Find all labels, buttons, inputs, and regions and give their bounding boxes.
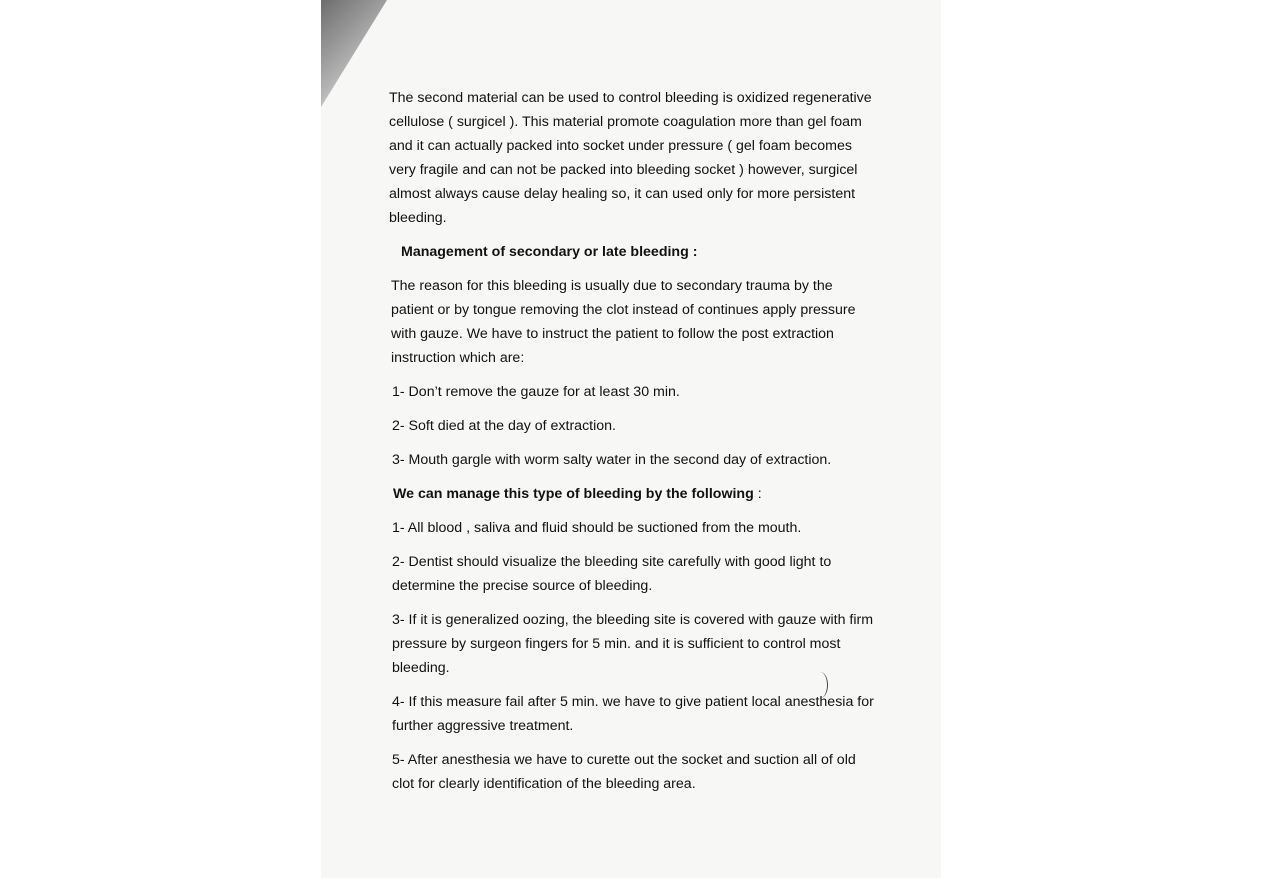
subheading-text: We can manage this type of bleeding by the following bbox=[393, 486, 754, 502]
step-item: 2- Dentist should visualize the bleeding site carefully with good light to determine the precise source of bleeding. bbox=[392, 554, 832, 594]
step-item: 1- All blood , saliva and fluid should be suctioned from the mouth. bbox=[392, 520, 802, 536]
section-heading: Management of secondary or late bleeding : bbox=[401, 244, 698, 260]
document-body bbox=[389, 86, 879, 806]
step-item: 4- If this measure fail after 5 min. we have to give patient local anesthesia for further aggressive treatment. bbox=[392, 694, 874, 734]
instruction-item: 3- Mouth gargle with worm salty water in the second day of extraction. bbox=[392, 452, 832, 468]
management-subheading bbox=[393, 482, 879, 506]
step-item: 3- If it is generalized oozing, the bleeding site is covered with gauze with firm pressure by surgeon fingers for 5 min. and it is sufficient to control most bleeding. bbox=[392, 612, 874, 676]
reason-paragraph: The reason for this bleeding is usually due to secondary trauma by the patient or by tongue removing the clot instead of continues apply pressure with gauze. We have to instruct the patient to follow the post extraction instruction which are: bbox=[391, 278, 856, 366]
scanned-page bbox=[321, 0, 941, 878]
instruction-item: 1- Don’t remove the gauze for at least 30 min. bbox=[392, 384, 680, 400]
folded-corner-shadow bbox=[321, 0, 387, 107]
instruction-item: 2- Soft died at the day of extraction. bbox=[392, 418, 616, 434]
step-item: 5- After anesthesia we have to curette out the socket and suction all of old clot for clearly identification of the bleeding area. bbox=[392, 752, 856, 792]
subheading-colon: : bbox=[753, 486, 762, 502]
intro-paragraph: The second material can be used to control bleeding is oxidized regenerative cellulose ( surgicel ). This material promote coagulation more than gel foam and it can actually packed into socket under pressure ( gel foam becomes very fragile and can not be packed into bleeding socket ) however, surgicel almost always cause delay healing so, it can used only for more persistent bleeding. bbox=[389, 90, 872, 226]
pen-mark bbox=[813, 672, 828, 698]
